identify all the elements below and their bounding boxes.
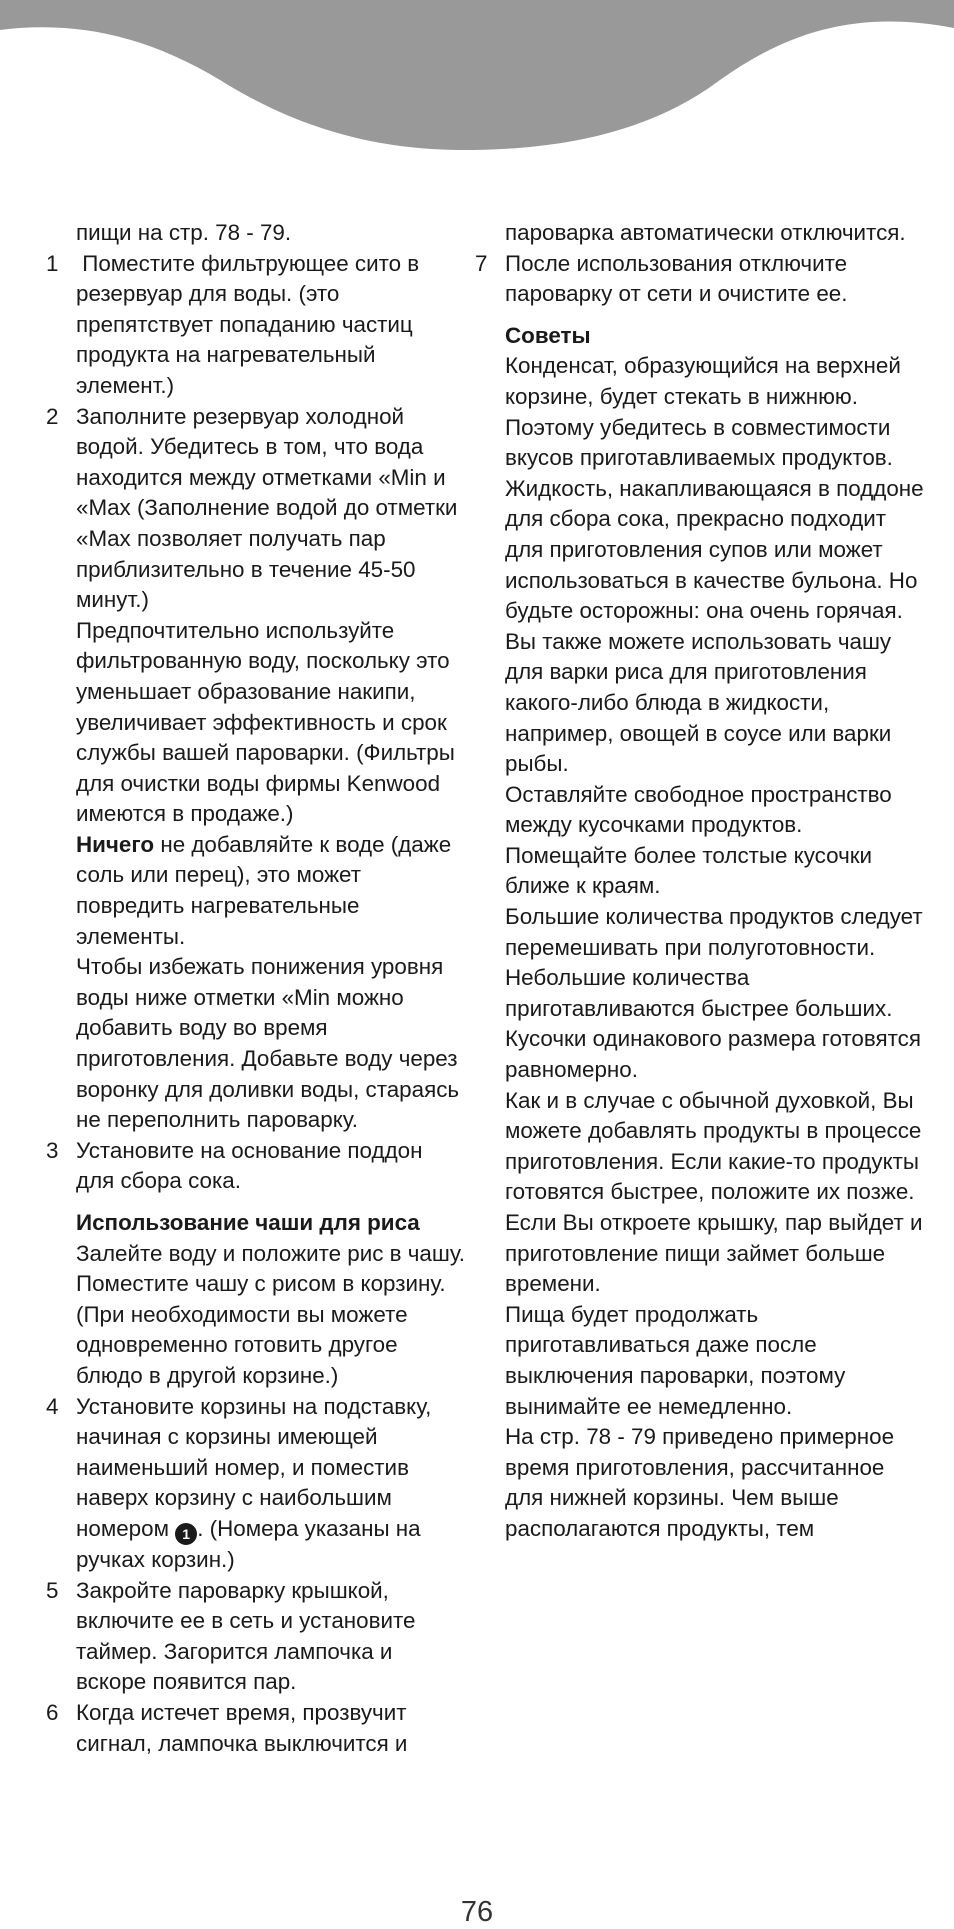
intro-text: пищи на стр. 78 - 79. — [76, 220, 292, 245]
step-4-text-after: . (Номера указаны на ручках корзин.) — [76, 1515, 421, 1572]
step-1-text: Поместите фильтрующее сито в резервуар для воды. (это препятствует попаданию частиц продукта на нагревательный элемент.) — [76, 250, 426, 398]
step-6 — [46, 1698, 466, 1759]
right-column — [475, 218, 925, 1545]
tip-paragraph: Небольшие количества приготавливаются быстрее больших. — [505, 965, 893, 1021]
tip-paragraph: Кусочки одинакового размера готовятся равномерно. — [505, 1026, 921, 1083]
tip-paragraph: Если Вы откроете крышку, пар выйдет и приготовление пищи займет больше времени. — [505, 1210, 923, 1297]
step-7-text: После использования отключите пароварку от сети и очистите ее. — [505, 250, 848, 307]
step-4 — [46, 1392, 466, 1576]
tip-paragraph: Жидкость, накапливающаяся в поддоне для сбора сока, прекрасно подходит для приготовления супов или может использоваться в качестве бульона. Но будьте осторожны: она очень горячая. — [505, 475, 924, 624]
step-5-text: Закройте пароварку крышкой, включите ее в сеть и установите таймер. Загорится лампочка и вскоре появится пар. — [76, 1577, 416, 1695]
step-6-continued: пароварка автоматически отключится. — [505, 220, 906, 245]
step-2 — [46, 402, 466, 616]
step-2-text: Заполните резервуар холодной водой. Убедитесь в том, что вода находится между отметками «Min и «Max (Заполнение водой до отметки «Max позволяет получать пар приблизительно в течение 45-50 минут.) — [76, 403, 458, 613]
step-3-number: 3 — [46, 1137, 59, 1163]
nothing-paragraph — [46, 830, 466, 952]
step-3-text: Установите на основание поддон для сбора сока. — [76, 1137, 423, 1194]
step-1-number: 1 — [46, 250, 59, 276]
rice-bowl-heading: Использование чаши для риса — [76, 1210, 420, 1235]
step-1 — [46, 249, 466, 402]
tip-paragraph: Большие количества продуктов следует перемешивать при полуготовности. — [505, 904, 923, 960]
tip-paragraph: Вы также можете использовать чашу для варки риса для приготовления какого-либо блюда в жидкости, например, овощей в соусе или варки рыбы. — [505, 628, 892, 777]
tip-paragraph: Как и в случае с обычной духовкой, Вы можете добавлять продукты в процессе приготовления. Если какие-то продукты готовятся быстрее, положите их позже. — [505, 1087, 922, 1205]
rice-bowl-text: Залейте воду и положите рис в чашу. Поместите чашу с рисом в корзину. (При необходимости вы можете одновременно готовить другое блюдо в другой корзине.) — [76, 1240, 466, 1388]
step-2-number: 2 — [46, 403, 59, 429]
tips-heading: Советы — [505, 322, 591, 348]
step-5-number: 5 — [46, 1577, 59, 1603]
header-wave-shape — [0, 0, 954, 150]
avoid-low-water-paragraph: Чтобы избежать понижения уровня воды ниже отметки «Min можно добавить воду во время приготовления. Добавьте воду через воронку для доливки воды, стараясь не переполнить пароварку. — [76, 954, 460, 1133]
step-7 — [475, 249, 925, 310]
basket-number-badge: 1 — [175, 1523, 197, 1545]
step-4-text — [76, 1392, 466, 1576]
tip-paragraph: Пища будет продолжать приготавливаться даже после выключения пароварки, поэтому вынимайте ее немедленно. — [505, 1301, 846, 1419]
nothing-bold: Ничего — [76, 831, 155, 857]
filtered-water-paragraph: Предпочтительно используйте фильтрованную воду, поскольку это уменьшает образование накипи, увеличивает эффективность и срок службы вашей пароварки. (Фильтры для очистки воды фирмы Kenwood имеются в продаже.) — [76, 617, 455, 827]
nothing-rest: не добавляйте к воде (даже соль или перец), это может повредить нагревательные элементы. — [76, 831, 452, 949]
tip-paragraph: Конденсат, образующийся на верхней корзине, будет стекать в нижнюю. Поэтому убедитесь в совместимости вкусов приготавливаемых продуктов. — [505, 353, 901, 471]
step-6-text: Когда истечет время, прозвучит сигнал, лампочка выключится и — [76, 1699, 408, 1756]
step-4-text-before: Установите корзины на подставку, начиная с корзины имеющей наименьший номер, и поместив наверх корзину с наибольшим номером — [76, 1393, 432, 1541]
tip-paragraph: На стр. 78 - 79 приведено примерное время приготовления, рассчитанное для нижней корзины. Чем выше располагаются продукты, тем — [505, 1424, 895, 1541]
step-7-number: 7 — [475, 250, 488, 276]
step-6-number: 6 — [46, 1699, 59, 1725]
left-column — [46, 218, 466, 1759]
page-number: 76 — [460, 1896, 494, 1928]
header-wave — [0, 0, 954, 160]
step-4-number: 4 — [46, 1393, 59, 1419]
step-3 — [46, 1136, 466, 1197]
tip-paragraph: Оставляйте свободное пространство между кусочками продуктов. Помещайте более толстые кусочки ближе к краям. — [505, 781, 892, 899]
step-5 — [46, 1576, 466, 1698]
